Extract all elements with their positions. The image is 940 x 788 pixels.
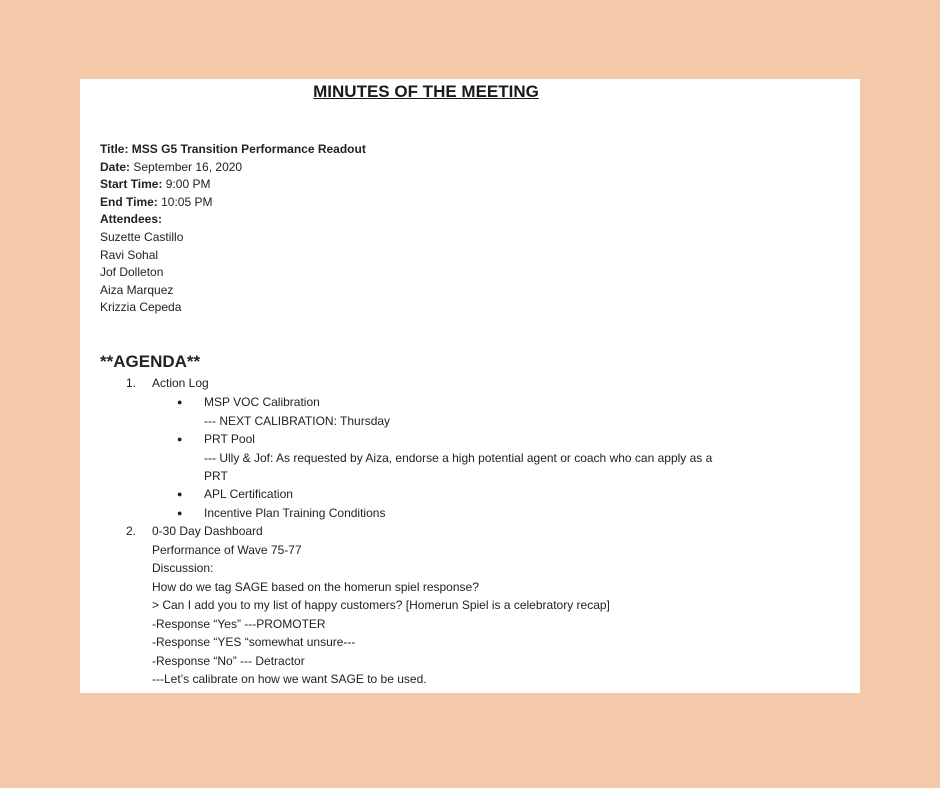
attendee: Ravi Sohal	[100, 247, 159, 262]
bullet-icon: ●	[177, 397, 183, 407]
date-label: Date:	[100, 159, 134, 174]
item-line: -Response “YES “somewhat unsure---	[152, 635, 356, 649]
meeting-details	[100, 141, 366, 317]
bullet-note: --- Ully & Jof: As requested by Aiza, endorse a high potential agent or coach who can apply as a	[204, 451, 713, 465]
meeting-date-row	[100, 159, 366, 177]
meeting-title-row	[100, 141, 366, 159]
end-time-row	[100, 194, 366, 212]
bullet-icon: ●	[177, 489, 183, 499]
attendee: Jof Dolleton	[100, 265, 164, 280]
item-line: Performance of Wave 75-77	[152, 543, 302, 557]
end-time-value: 10:05 PM	[161, 194, 213, 209]
document-heading: MINUTES OF THE MEETING	[313, 82, 539, 101]
attendees-label-text: Attendees:	[100, 212, 163, 227]
bullet-item: MSP VOC Calibration	[204, 395, 320, 409]
item-line: -Response “No” --- Detractor	[152, 654, 305, 668]
item-line: ---Let’s calibrate on how we want SAGE to be used.	[152, 672, 427, 686]
agenda-item-label: Action Log	[152, 376, 209, 390]
bullet-icon: ●	[177, 434, 183, 444]
document-page	[80, 79, 860, 693]
date-value: September 16, 2020	[133, 159, 243, 174]
item-line: -Response “Yes” ---PROMOTER	[152, 617, 326, 631]
attendees-label	[100, 211, 366, 229]
bullet-icon: ●	[177, 508, 183, 518]
bullet-item: PRT Pool	[204, 432, 255, 446]
title-label: Title:	[100, 142, 132, 156]
agenda-heading: **AGENDA**	[100, 352, 201, 371]
attendee: Aiza Marquez	[100, 282, 174, 297]
start-time-value: 9:00 PM	[165, 177, 211, 192]
start-time-row	[100, 176, 366, 194]
bullet-note-continued: PRT	[204, 469, 228, 483]
bullet-note: --- NEXT CALIBRATION: Thursday	[204, 414, 391, 428]
agenda-item-label: 0-30 Day Dashboard	[152, 524, 263, 538]
item-line: Discussion:	[152, 561, 214, 575]
end-time-label: End Time:	[100, 194, 162, 209]
agenda-item-number: 2.	[126, 524, 137, 538]
item-line: How do we tag SAGE based on the homerun spiel response?	[152, 580, 479, 594]
bullet-item: Incentive Plan Training Conditions	[204, 506, 386, 520]
bullet-item: APL Certification	[204, 487, 293, 501]
item-line: > Can I add you to my list of happy customers? [Homerun Spiel is a celebratory recap]	[152, 598, 610, 612]
attendee: Krizzia Cepeda	[100, 300, 182, 315]
title-value: MSS G5 Transition Performance Readout	[131, 142, 366, 156]
start-time-label: Start Time:	[100, 177, 166, 192]
agenda-item-number: 1.	[126, 376, 137, 390]
attendee: Suzette Castillo	[100, 229, 184, 244]
